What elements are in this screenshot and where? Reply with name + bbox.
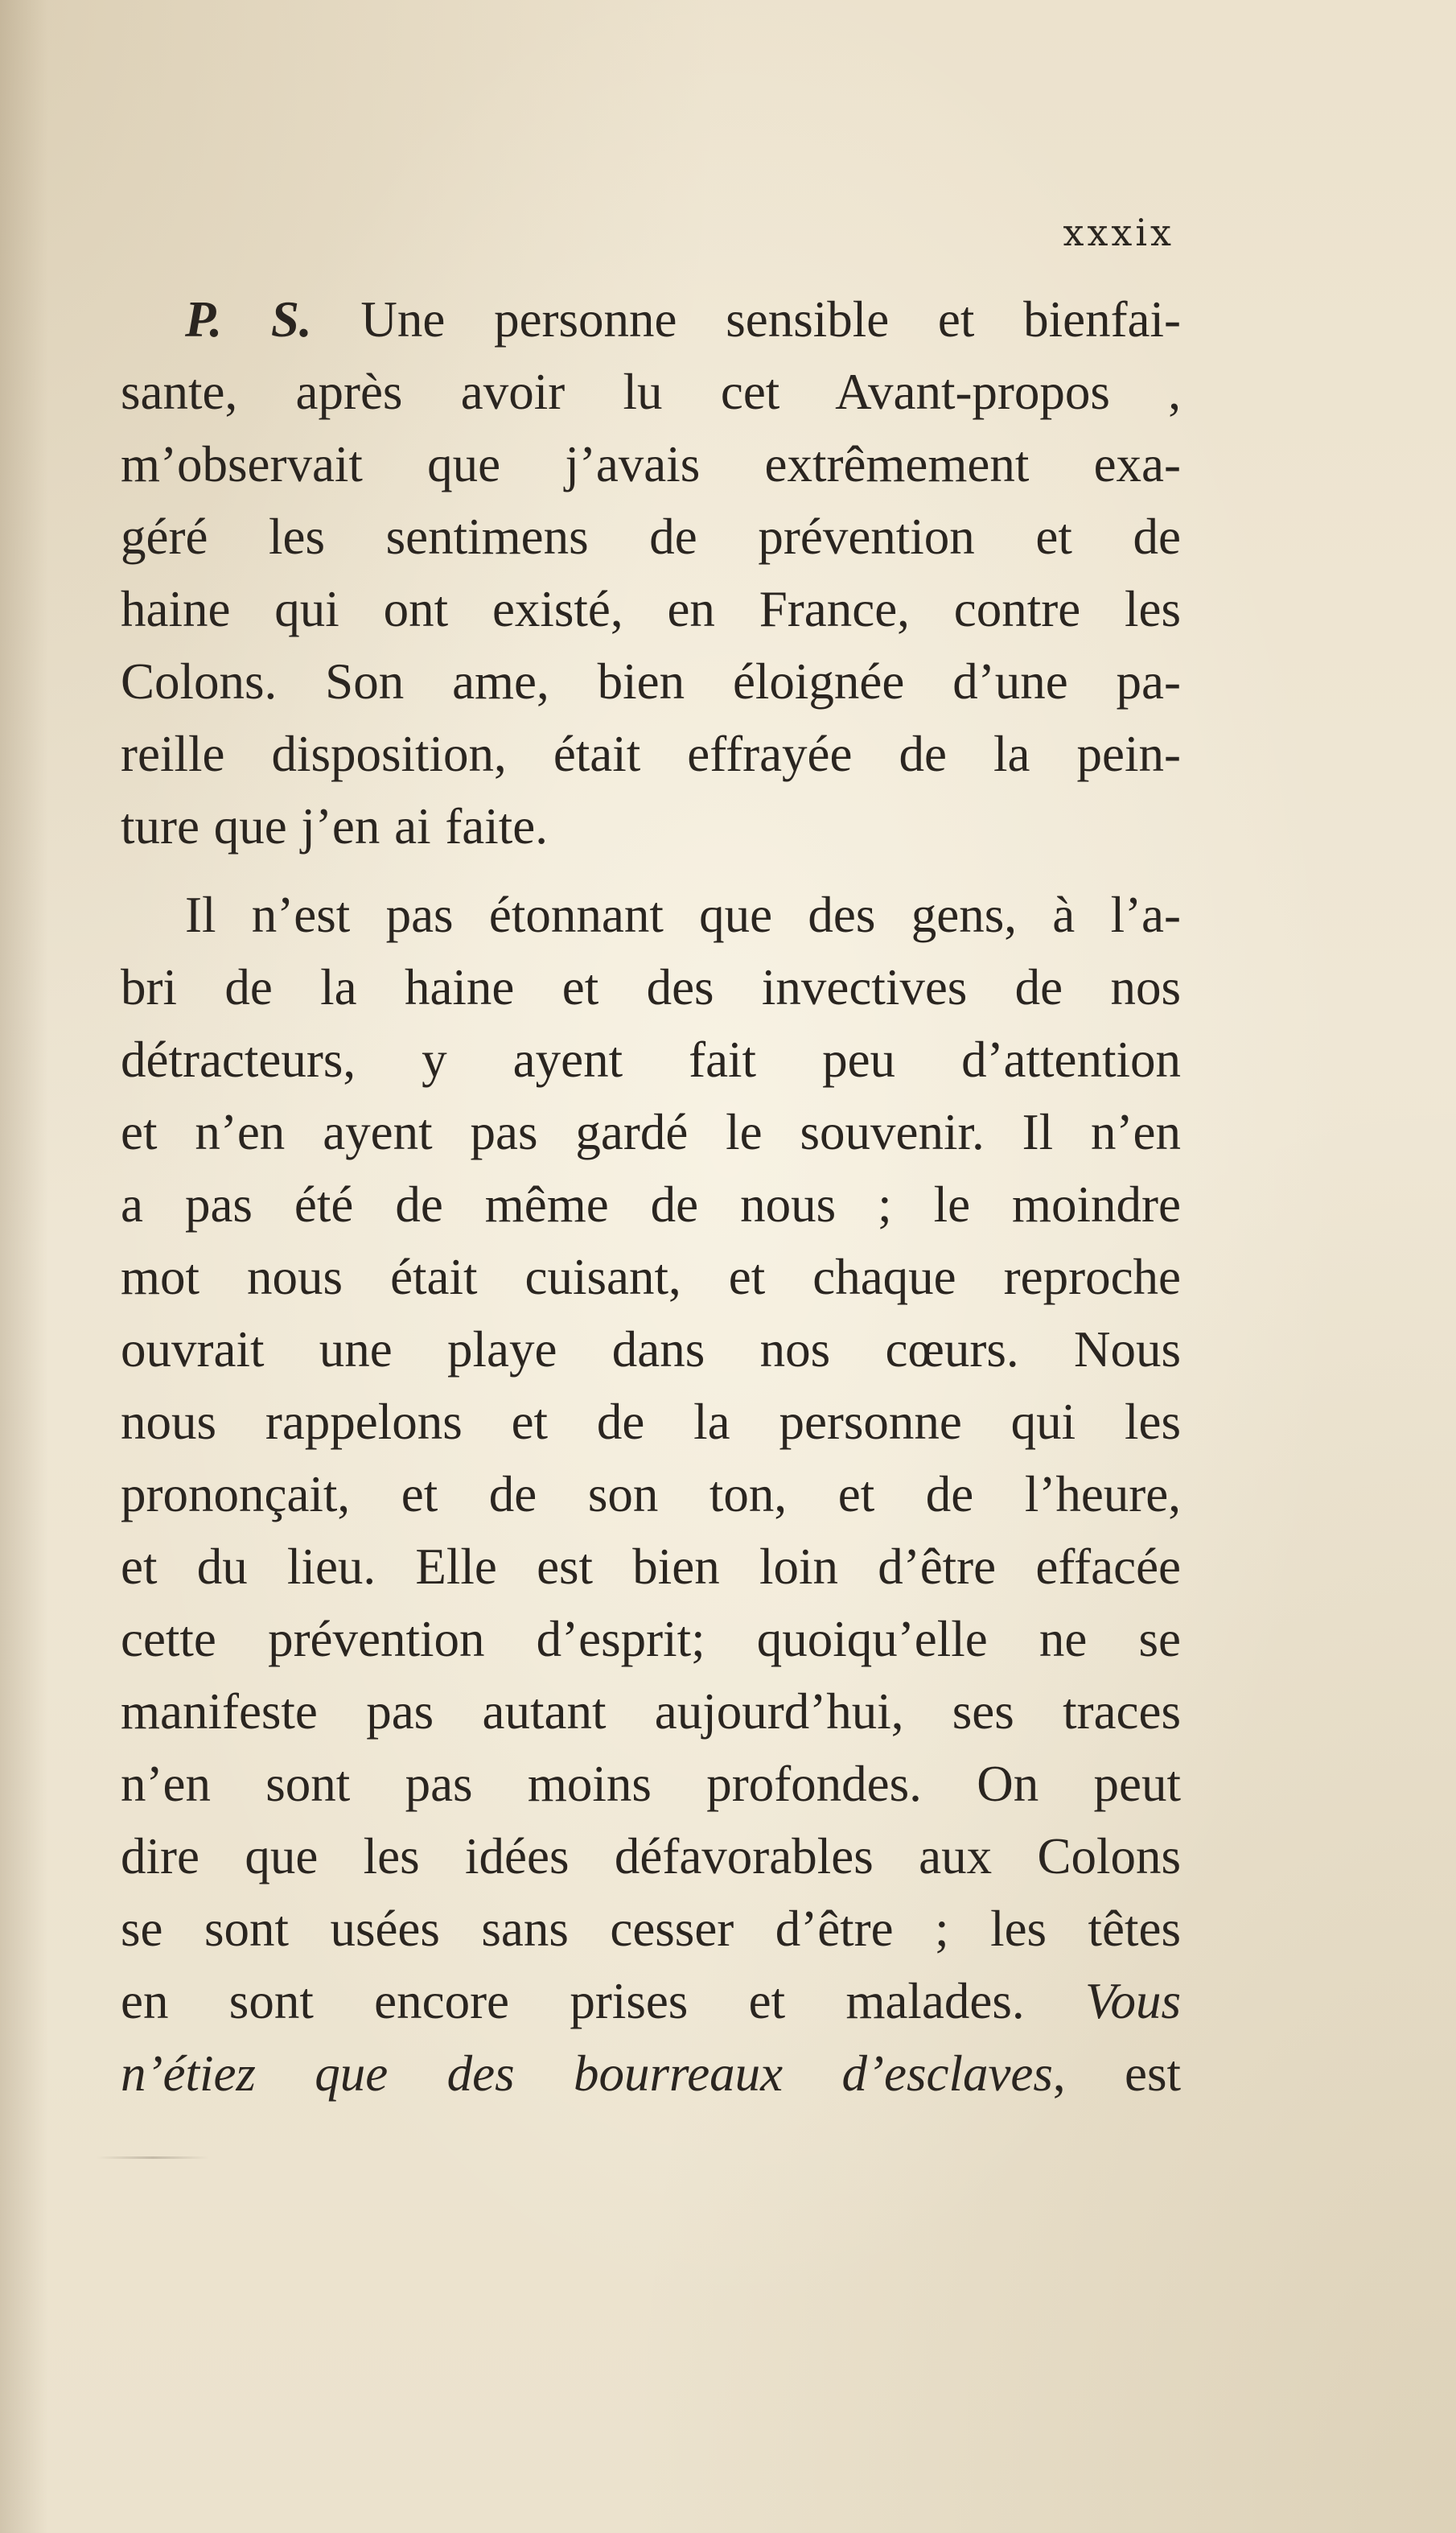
text-line: géré les sentimens de prévention et de — [121, 509, 1181, 565]
text-line: détracteurs, y ayent fait peu d’attention — [121, 1032, 1181, 1088]
italic-quote-start: Vous — [1024, 1973, 1181, 2029]
text-line: Il n’est pas étonnant que des gens, à l’a- — [185, 887, 1181, 943]
text-line: Colons. Son ame, bien éloignée d’une pa- — [121, 653, 1181, 710]
text-line — [121, 1965, 1181, 2037]
text-line-content: Une personne sensible et bienfai- — [311, 291, 1182, 348]
text-line: reille disposition, était effrayée de la pein- — [121, 726, 1181, 782]
paragraph-main — [121, 879, 1181, 2110]
text-line — [121, 2037, 1181, 2110]
text-line-content: en sont encore prises et malades. — [121, 1973, 1025, 2029]
paragraph-postscript — [121, 283, 1181, 863]
text-line: et n’en ayent pas gardé le souvenir. Il n’en — [121, 1104, 1181, 1160]
text-line: m’observait que j’avais extrêmement exa- — [121, 436, 1181, 492]
text-line: mot nous était cuisant, et chaque reproche — [121, 1249, 1181, 1305]
show-through-mark — [97, 2156, 209, 2159]
italic-quote: n’étiez que des bourreaux d’esclaves — [121, 2045, 1053, 2102]
text-line: bri de la haine et des invectives de nos — [121, 959, 1181, 1015]
text-line: prononçait, et de son ton, et de l’heure, — [121, 1466, 1181, 1522]
text-line: haine qui ont existé, en France, contre les — [121, 581, 1181, 637]
postscript-marker: P. S. — [185, 291, 312, 348]
text-line: se sont usées sans cesser d’être ; les têtes — [121, 1901, 1181, 1957]
text-line: manifeste pas autant aujourd’hui, ses traces — [121, 1683, 1181, 1740]
text-line: n’en sont pas moins profondes. On peut — [121, 1756, 1181, 1812]
page-number: xxxix — [1063, 211, 1174, 254]
text-line: sante, après avoir lu cet Avant-propos , — [121, 364, 1181, 420]
text-line: et du lieu. Elle est bien loin d’être effacée — [121, 1538, 1181, 1595]
text-line: a pas été de même de nous ; le moindre — [121, 1176, 1181, 1233]
text-line: dire que les idées défavorables aux Colons — [121, 1828, 1181, 1884]
body-text — [121, 283, 1181, 2110]
text-line-content: , est — [1052, 2045, 1182, 2102]
paragraph-gap — [121, 863, 1181, 879]
text-line: cette prévention d’esprit; quoiqu’elle ne se — [121, 1611, 1181, 1667]
text-line: nous rappelons et de la personne qui les — [121, 1394, 1181, 1450]
text-line: ouvrait une playe dans nos cœurs. Nous — [121, 1321, 1181, 1378]
text-line: ture que j’en ai faite. — [121, 798, 548, 855]
text-line — [121, 283, 1181, 356]
binding-shadow — [0, 0, 48, 2533]
